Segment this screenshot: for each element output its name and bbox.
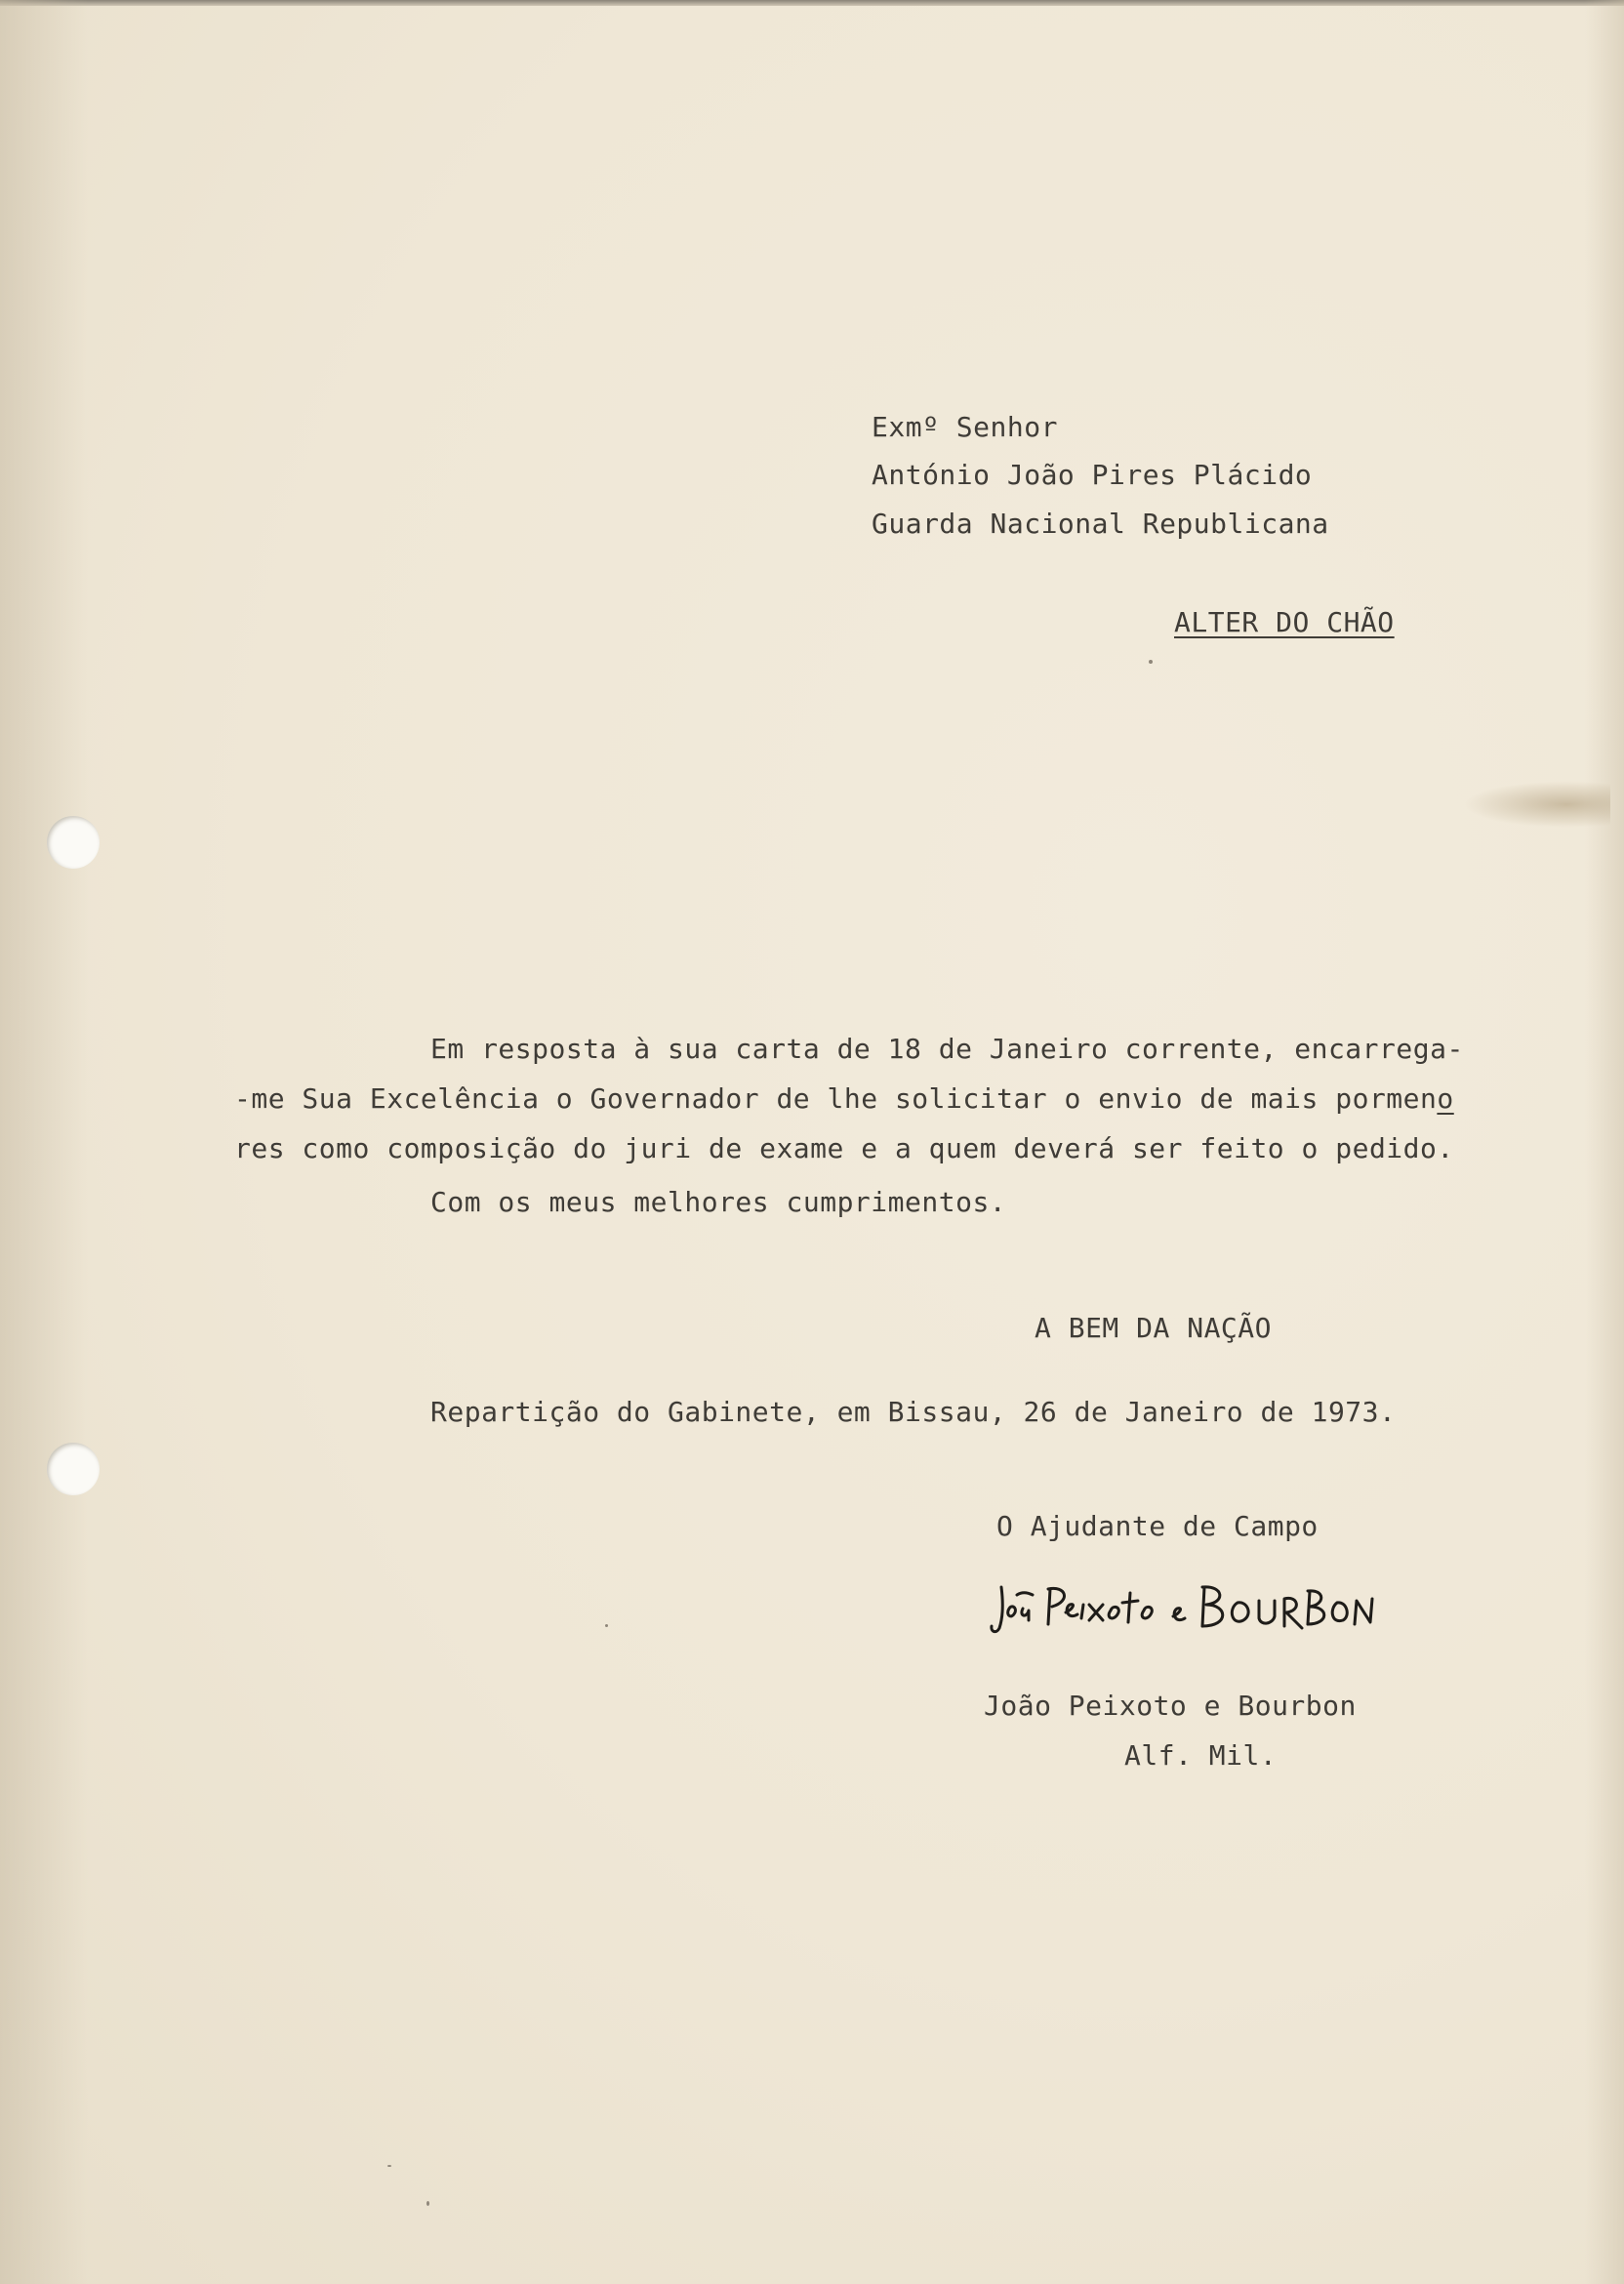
body-line: res como composição do juri de exame e a quem deverá ser feito o pedido. [234,1132,1454,1164]
paper-right-shade [1585,0,1624,2284]
signatory-rank: Alf. Mil. [1124,1739,1278,1772]
motto: A BEM DA NAÇÃO [1035,1312,1273,1344]
body-closing-line: Com os meus melhores cumprimentos. [430,1186,1007,1218]
ink-speck [605,1624,608,1627]
recipient-salutation: Exmº Senhor [872,411,1058,443]
ink-speck [1149,660,1153,664]
punch-hole [47,816,100,869]
signatory-name: João Peixoto e Bourbon [984,1690,1357,1722]
body-line-text: -me Sua Excelência o Governador de lhe solicitar o envio de mais pormen [234,1082,1438,1115]
ink-speck [426,2201,429,2206]
signatory-role: O Ajudante de Campo [996,1510,1319,1542]
recipient-destination: ALTER DO CHÃO [1174,606,1395,638]
body-line: Em resposta à sua carta de 18 de Janeiro corrente, encarrega- [430,1033,1464,1065]
ink-speck [387,2165,391,2167]
body-line-tail: o [1437,1082,1454,1115]
punch-hole [47,1443,100,1495]
paper-top-edge [0,0,1624,6]
paper-stain [1464,781,1610,828]
recipient-organization: Guarda Nacional Republicana [872,508,1329,540]
place-date: Repartição do Gabinete, em Bissau, 26 de Janeiro de 1973. [430,1396,1397,1428]
body-line [234,1082,1454,1115]
handwritten-signature [988,1573,1378,1642]
paper-left-shade [0,0,88,2284]
recipient-name: António João Pires Plácido [872,459,1313,491]
